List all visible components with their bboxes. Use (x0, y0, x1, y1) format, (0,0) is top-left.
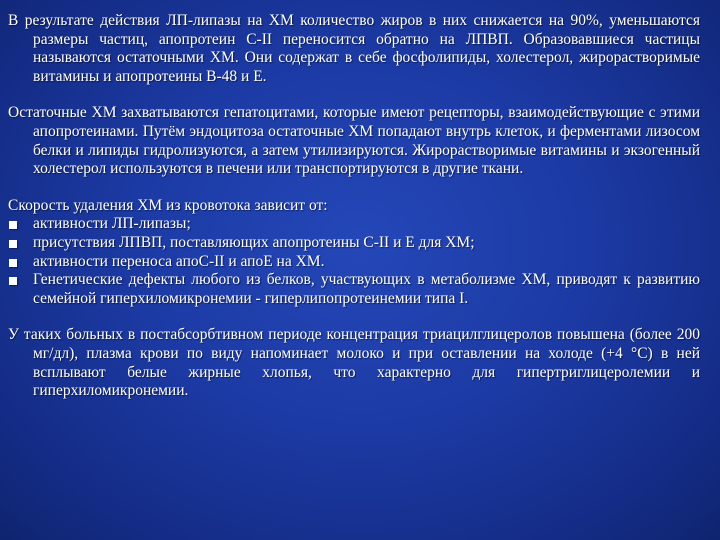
list-item (8, 215, 700, 234)
square-bullet-icon (9, 277, 17, 285)
paragraph-lpl-action: В результате действия ЛП-липазы на ХМ количество жиров в них снижается на 90%, уменьшаются размеры частиц, апопротеин С-II переносится обратно на ЛПВП. Образовавшиеся частицы называются остаточными ХМ. Они содержат в себе фосфолипиды, холестерол, жирорастворимые витамины и апопротеины В-48 и Е. (8, 12, 700, 85)
list-item (8, 253, 700, 272)
square-bullet-icon (9, 221, 17, 229)
paragraph-remnant-uptake: Остаточные ХМ захватываются гепатоцитами, которые имеют рецепторы, взаимодействующие с этими апопротеинами. Путём эндоцитоза остаточные ХМ попадают внутрь клеток, и ферментами лизосом белки и липиды гидролизуются, а затем утилизируются. Жирорастворимые витамины и экзогенный холестерол используются в печени или транспортируются в другие ткани. (8, 104, 700, 178)
list-item-text: присутствия ЛПВП, поставляющих апопротеины С-II и Е для ХМ; (33, 233, 475, 251)
list-item (8, 271, 700, 308)
square-bullet-icon (9, 240, 17, 248)
paragraph-patient-plasma: У таких больных в постабсорбтивном периоде концентрация триацилглицеролов повышена (более 200 мг/дл), плазма крови по виду напоминает молоко и при оставлении на холоде (+4 °С) в ней всплывают белые жирные хлопья, что характерно для гипертриглицеролемии и гиперхиломикронемии. (8, 326, 700, 400)
paragraph-clearance-rate: Скорость удаления ХМ из кровотока зависит от: (8, 196, 328, 214)
list-item-text: Генетические дефекты любого из белков, участвующих в метаболизме ХМ, приводят к развитию семейной гиперхиломикронемии - гиперлипопротеинемии типа I. (33, 271, 700, 307)
list-item-text: активности ЛП-липазы; (33, 215, 191, 233)
bullet-list (8, 215, 700, 308)
square-bullet-icon (9, 259, 17, 267)
list-item (8, 234, 700, 253)
list-item-text: активности переноса апоС-II и апоЕ на ХМ. (33, 252, 325, 270)
